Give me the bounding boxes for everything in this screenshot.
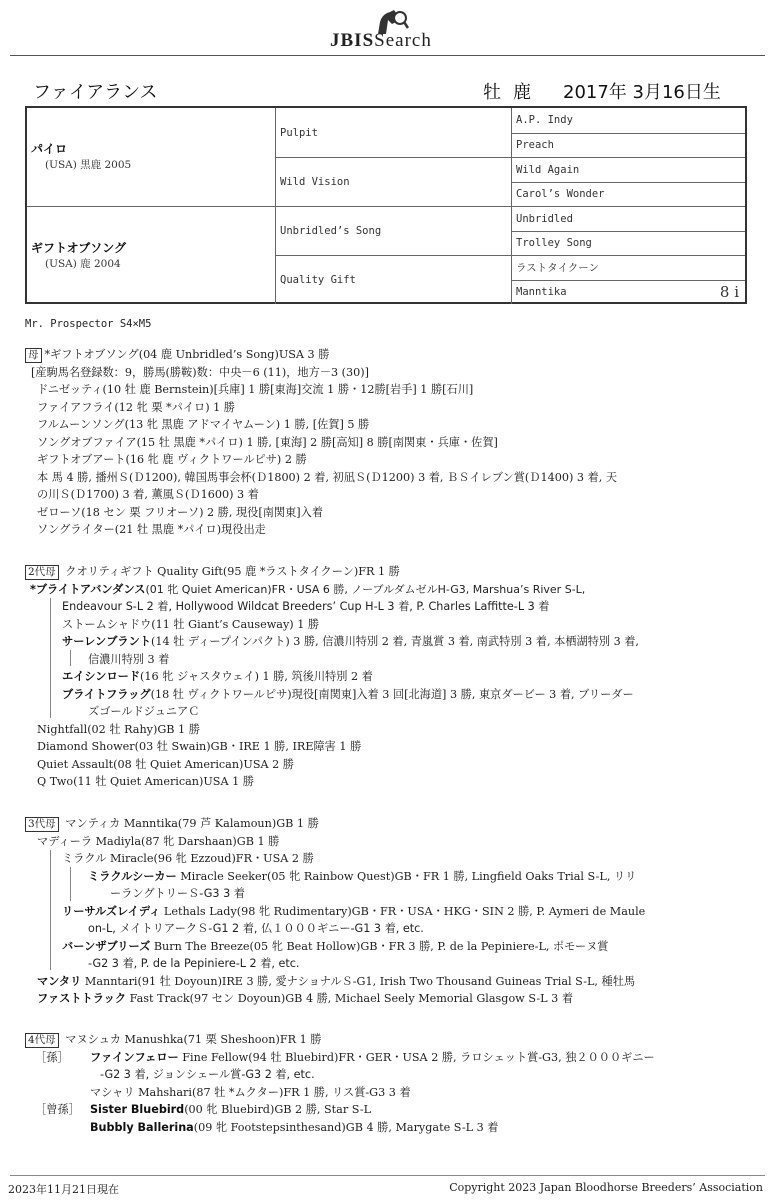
- g2-cell-2: Wild Vision: [275, 157, 511, 206]
- g4dam-l2: -G2 3 着, ジョンシェール賞-G3 2 着, etc.: [100, 1068, 315, 1081]
- g3dam-l4: ーラングトリーＳ-G3 3 着: [110, 887, 245, 900]
- dam-line-1: [産駒馬名登録数：9，勝馬(勝鞍)数：中央－6 (11)，地方－3 (30)]: [31, 365, 369, 379]
- dam-detail: (USA) 鹿 2004: [45, 258, 121, 270]
- footer-copyright: Copyright 2023 Japan Bloodhorse Breeders’ Association: [449, 1181, 763, 1194]
- dam-line-6: ギフトオブアート(16 牝 鹿 ヴィクトワールピサ) 2 勝: [37, 453, 307, 466]
- logo-search: Search: [374, 30, 432, 51]
- g3dam-l10: ファストトラック Fast Track(97 セン Doyoun)GB 4 勝, Michael Seely Memorial Glasgow S-L 3 着: [37, 992, 574, 1005]
- g2dam-l1: *ブライトアバンダンス(01 牝 Quiet American)FR・USA 6 勝, ノーブルダムゼルH-G3, Marshua’s River S-L,: [30, 582, 586, 596]
- tree-line: [70, 650, 71, 666]
- g4dam-l1: ファインフェロー Fine Fellow(94 牡 Bluebird)FR・GER・USA 2 勝, ラロシェット賞-G3, 独２０００ギニー: [90, 1050, 655, 1064]
- g3-cell-4: Carol’s Wonder: [511, 182, 745, 207]
- tree-line: [50, 598, 51, 718]
- g2dam-l2: Endeavour S-L 2 着, Hollywood Wildcat Breeders’ Cup H-L 3 着, P. Charles Laffitte-L 3 着: [62, 600, 550, 613]
- g2dam-l10: Diamond Shower(03 牡 Swain)GB・IRE 1 勝, IRE障害 1 勝: [37, 740, 362, 753]
- tag-2nd-dam: 2代母: [25, 565, 59, 580]
- g3dam-l7: バーンザブリーズ Burn The Breeze(05 牝 Beat Hollow)GB・FR 3 勝, P. de la Pepiniere-L, ポモーヌ賞: [62, 939, 609, 953]
- g3-cell-8-name: Manntika: [516, 286, 567, 299]
- g3dam-l9: マンタリ Manntari(91 牡 Doyoun)IRE 3 勝, 愛ナショナルＳ-G1, Irish Two Thousand Guineas Trial S-L, 種牡馬: [37, 974, 636, 988]
- sire-cell: [27, 108, 275, 206]
- g2dam-l11: Quiet Assault(08 牡 Quiet American)USA 2 勝: [37, 757, 294, 771]
- g2dam-l8: ズゴールドジュニアＣ: [88, 705, 200, 718]
- sire-name: パイロ: [31, 142, 68, 156]
- dam-cell: [27, 206, 275, 304]
- jbis-logo[interactable]: [330, 8, 470, 52]
- g3dam-l6: on-L, メイトリアークＳ-G1 2 着, 仏１０００ギニー-G1 3 着, etc.: [88, 922, 424, 935]
- g4dam-l4: Sister Bluebird(00 牝 Bluebird)GB 2 勝, Star S-L: [90, 1103, 372, 1116]
- g3dam-l1: マディーラ Madiyla(87 牝 Darshaan)GB 1 勝: [37, 834, 280, 848]
- g3-cell-6: Trolley Song: [511, 231, 745, 256]
- footer-date: 2023年11月21日現在: [8, 1183, 119, 1196]
- dam-line-7: 本 馬 4 勝, 播州Ｓ(Ｄ1200), 韓国馬事会杯(Ｄ1800) 2 着, 初凪Ｓ(Ｄ1200) 3 着, ＢＳイレブン賞(Ｄ1400) 3 着, 天: [37, 470, 618, 484]
- g3-cell-2: Preach: [511, 133, 745, 158]
- dam-line-9: ゼローソ(18 セン 栗 フリオーソ) 2 勝, 現役[南関東]入着: [37, 505, 324, 519]
- tree-line: [50, 850, 51, 970]
- sire-detail: (USA) 黒鹿 2005: [45, 159, 132, 171]
- g3dam-l3: ミラクルシーカー Miracle Seeker(05 牝 Rainbow Quest)GB・FR 1 勝, Lingfield Oaks Trial S-L, リリ: [88, 869, 637, 883]
- pedigree-table: [25, 106, 747, 304]
- horse-sex: 牡: [483, 82, 501, 103]
- g2-cell-1: Pulpit: [275, 108, 511, 157]
- dam-line-2: ドニゼッティ(10 牡 鹿 Bernstein)[兵庫] 1 勝[東海]交流 1 勝・12勝[岩手] 1 勝[石川]: [37, 383, 474, 396]
- g2dam-l6: エイシンロード(16 牝 ジャスタウェイ) 1 勝, 筑後川特別 2 着: [62, 670, 373, 683]
- dam-line-0: 母 *ギフトオブソング(04 鹿 Unbridled’s Song)USA 3 勝: [25, 346, 329, 364]
- g3-cell-5: Unbridled: [511, 206, 745, 231]
- g4dam-l5: Bubbly Ballerina(09 牝 Footstepsinthesand)GB 4 勝, Marygate S-L 3 着: [90, 1120, 499, 1134]
- dam-line-3: ファイアフライ(12 牝 栗 *パイロ) 1 勝: [37, 400, 235, 414]
- family-number: 8 i: [719, 283, 739, 302]
- g2dam-l9: Nightfall(02 牡 Rahy)GB 1 勝: [37, 722, 200, 736]
- g3dam-l5: リーサルズレイディ Lethals Lady(98 牝 Rudimentary)GB・FR・USA・HKG・SIN 2 勝, P. Aymeri de Maule: [62, 904, 646, 918]
- g2-cell-3: Unbridled’s Song: [275, 206, 511, 255]
- g3dam-l2: ミラクル Miracle(96 牝 Ezzoud)FR・USA 2 勝: [62, 852, 314, 865]
- g4dam-l3: マシャリ Mahshari(87 牡 *ムクター)FR 1 勝, リス賞-G3 3 着: [90, 1085, 411, 1099]
- tag-3rd-dam: 3代母: [25, 817, 59, 832]
- dam-line-5: ソングオブファイア(15 牡 黒鹿 *パイロ) 1 勝, [東海] 2 勝[高知] 8 勝[南関東・兵庫・佐賀]: [37, 435, 498, 449]
- dam-line-4: フルムーンソング(13 牝 黒鹿 アドマイヤムーン) 1 勝, [佐賀] 5 勝: [37, 418, 370, 431]
- tree-line: [70, 867, 71, 901]
- horse-color: 鹿: [513, 82, 531, 103]
- dam-line-10: ソングライター(21 牡 黒鹿 *パイロ)現役出走: [37, 523, 266, 536]
- g2dam-l5: 信濃川特別 3 着: [88, 652, 170, 666]
- dam-name: ギフトオブソング: [31, 241, 127, 255]
- tag-dam: 母: [25, 348, 42, 363]
- horse-birth: 2017年 3月16日生: [563, 82, 721, 103]
- tag-4th-dam: 4代母: [25, 1033, 59, 1048]
- g2dam-l7: ブライトフラッグ(18 牡 ヴィクトワールピサ)現役[南関東]入着 3 回[北海道] 3 勝, 東京ダービー 3 着, ブリーダー: [62, 687, 634, 701]
- g4dam-greatgrandchild-label: ［曾孫］: [35, 1103, 80, 1116]
- g3dam-l8: -G2 3 着, P. de la Pepiniere-L 2 着, etc.: [88, 957, 300, 970]
- g2dam-l12: Q Two(11 牡 Quiet American)USA 1 勝: [37, 775, 254, 788]
- g3-cell-7: ラストタイクーン: [511, 255, 745, 280]
- g2dam-title: 2代母 クオリティギフト Quality Gift(95 鹿 *ラストタイクーン)FR 1 勝: [25, 563, 400, 581]
- g3-cell-3: Wild Again: [511, 157, 745, 182]
- inbreeding-note: Mr. Prospector S4×M5: [25, 318, 152, 330]
- g2dam-l4: サーレンブラント(14 牡 ディープインパクト) 3 勝, 信濃川特別 2 着, 青嵐賞 3 着, 南武特別 3 着, 本栖湖特別 3 着,: [62, 635, 639, 648]
- g3dam-title: 3代母 マンティカ Manntika(79 芦 Kalamoun)GB 1 勝: [25, 815, 319, 833]
- g2-cell-4: Quality Gift: [275, 255, 511, 304]
- g3-cell-1: A.P. Indy: [511, 108, 745, 133]
- g2dam-l3: ストームシャドウ(11 牡 Giant’s Causeway) 1 勝: [62, 617, 320, 631]
- footer-divider: [10, 1175, 765, 1176]
- dam-line-8: の川Ｓ(Ｄ1700) 3 着, 薫風Ｓ(Ｄ1600) 3 着: [37, 488, 259, 501]
- header-divider: [10, 55, 765, 56]
- horse-name: ファイアランス: [33, 82, 158, 103]
- g4dam-title: 4代母 マヌシュカ Manushka(71 栗 Sheshoon)FR 1 勝: [25, 1031, 321, 1049]
- logo-jbis: JBIS: [330, 30, 375, 51]
- g4dam-grandchild-label: ［孫］: [35, 1050, 69, 1064]
- g3-cell-8: [511, 280, 745, 305]
